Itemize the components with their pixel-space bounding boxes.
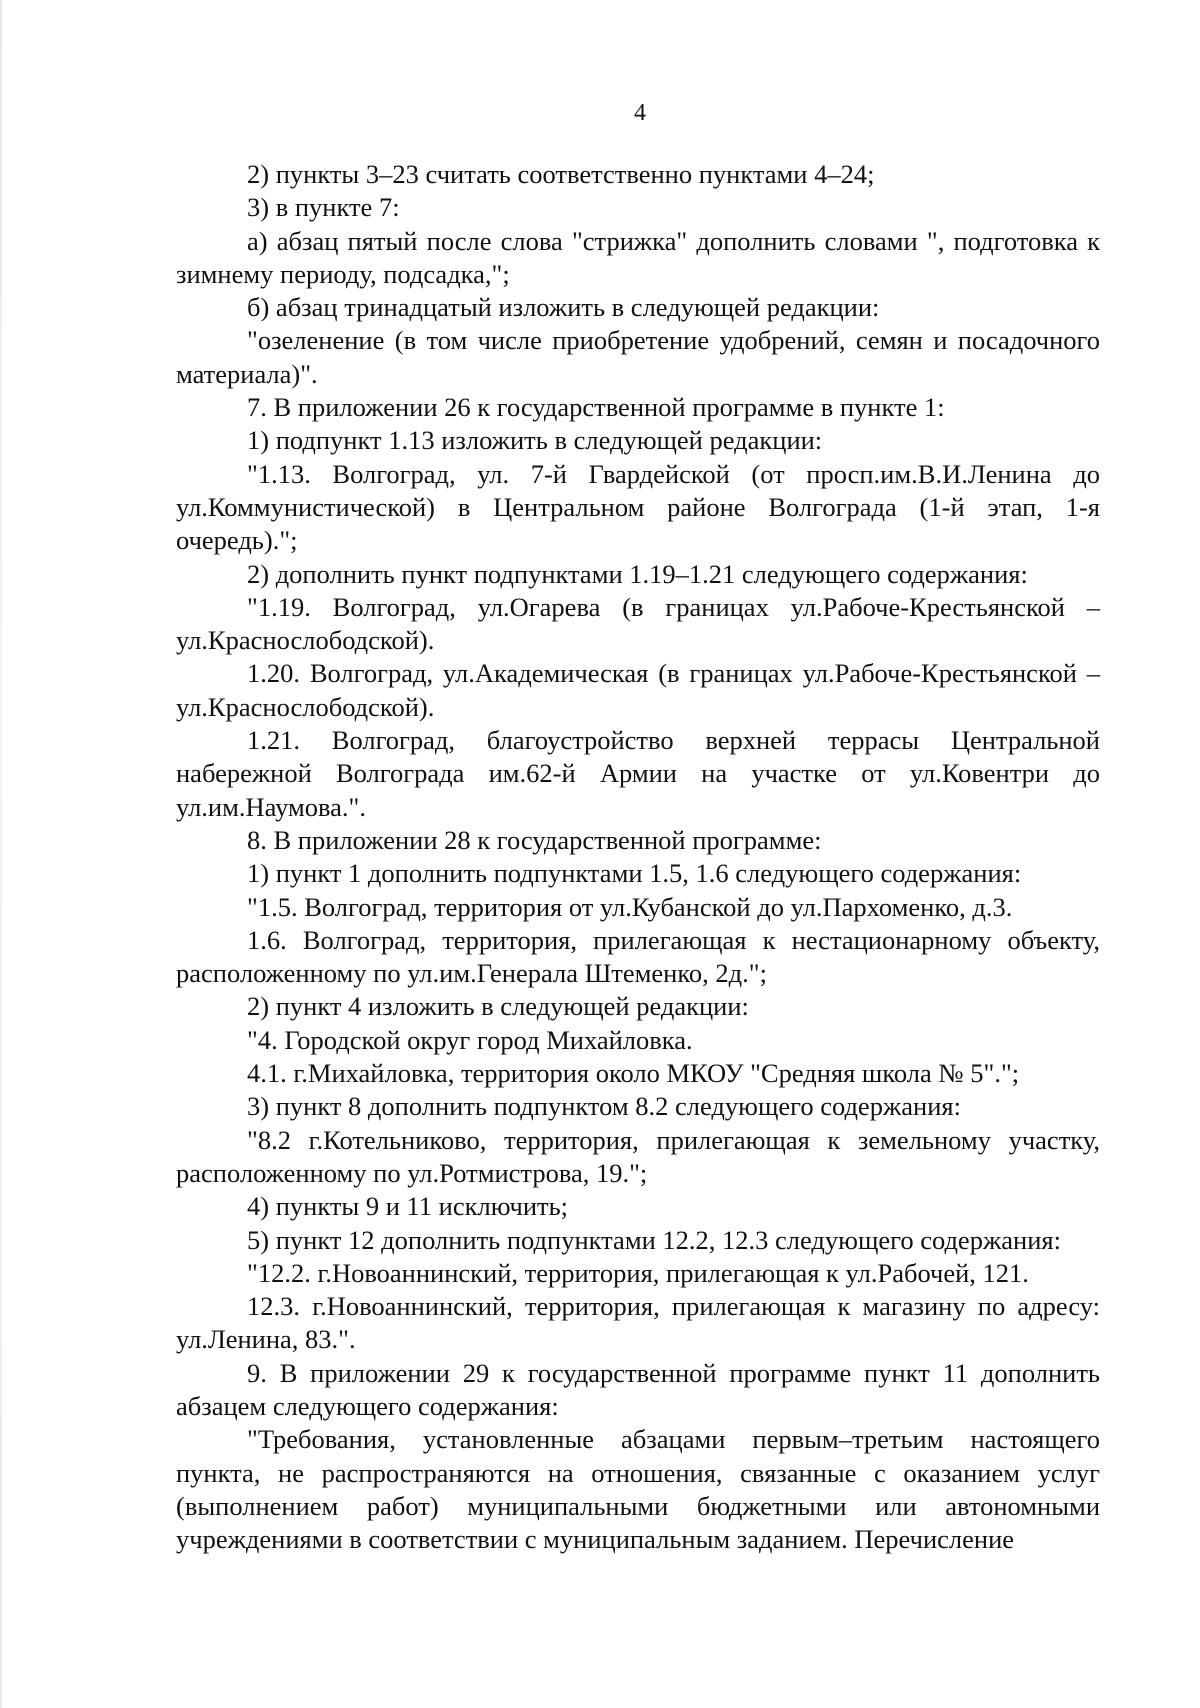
paragraph: 1.20. Волгоград, ул.Академическая (в границах ул.Рабоче-Крестьянской – ул.Краснослободской). bbox=[176, 658, 1100, 722]
paragraph: 1.6. Волгоград, территория, прилегающая к нестационарному объекту, расположенному по ул.им.Генерала Штеменко, 2д."; bbox=[176, 924, 1100, 989]
paragraph: 1) пункт 1 дополнить подпунктами 1.5, 1.6 следующего содержания: bbox=[247, 858, 1022, 889]
scan-edge bbox=[0, 0, 2, 1708]
document-body bbox=[176, 158, 1100, 1556]
paragraph: 4.1. г.Михайловка, территория около МКОУ "Средняя школа № 5"."; bbox=[247, 1058, 1020, 1089]
paragraph: 1) подпункт 1.13 изложить в следующей редакции: bbox=[247, 425, 823, 456]
paragraph: 9. В приложении 29 к государственной программе пункт 11 дополнить абзацем следующего содержания: bbox=[176, 1357, 1100, 1421]
paragraph: "1.13. Волгоград, ул. 7-й Гвардейской (от просп.им.В.И.Ленина до ул.Коммунистической) в Центральном районе Волгограда (1-й этап, 1-я очередь)."; bbox=[176, 458, 1100, 556]
paragraph: 4) пункты 9 и 11 исключить; bbox=[247, 1191, 569, 1222]
paragraph: "1.5. Волгоград, территория от ул.Кубанской до ул.Пархоменко, д.3. bbox=[247, 891, 1013, 922]
paragraph: 12.3. г.Новоаннинский, территория, прилегающая к магазину по адресу: ул.Ленина, 83.". bbox=[176, 1291, 1100, 1355]
paragraph: 8. В приложении 28 к государственной программе: bbox=[247, 824, 822, 855]
paragraph: "1.19. Волгоград, ул.Огарева (в границах ул.Рабоче-Крестьянской – ул.Краснослободской). bbox=[176, 591, 1100, 656]
paragraph: 2) пункты 3–23 считать соответственно пунктами 4–24; bbox=[247, 159, 875, 189]
paragraph: 2) пункт 4 изложить в следующей редакции: bbox=[247, 991, 749, 1022]
paragraph: "12.2. г.Новоаннинский, территория, прилегающая к ул.Рабочей, 121. bbox=[247, 1257, 1029, 1288]
page-number: 4 bbox=[634, 100, 646, 126]
paragraph: 3) в пункте 7: bbox=[247, 192, 400, 223]
paragraph: а) абзац пятый после слова "стрижка" дополнить словами ", подготовка к зимнему периоду, подсадка,"; bbox=[176, 225, 1100, 289]
paragraph: 2) дополнить пункт подпунктами 1.19–1.21 следующего содержания: bbox=[247, 558, 1028, 589]
paragraph: "8.2 г.Котельниково, территория, прилегающая к земельному участку, расположенному по ул.Ротмистрова, 19."; bbox=[176, 1124, 1100, 1188]
paragraph: 7. В приложении 26 к государственной программе в пункте 1: bbox=[247, 392, 945, 423]
paragraph: 5) пункт 12 дополнить подпунктами 12.2, 12.3 следующего содержания: bbox=[247, 1224, 1061, 1255]
paragraph: "4. Городской округ город Михайловка. bbox=[247, 1024, 693, 1055]
paragraph: 1.21. Волгоград, благоустройство верхней террасы Центральной набережной Волгограда им.62-й Армии на участке от ул.Ковентри до ул.им.Наумова.". bbox=[176, 725, 1100, 822]
paragraph: б) абзац тринадцатый изложить в следующей редакции: bbox=[247, 292, 880, 323]
paragraph: 3) пункт 8 дополнить подпунктом 8.2 следующего содержания: bbox=[247, 1091, 961, 1122]
paragraph: "Требования, установленные абзацами первым–третьим настоящего пункта, не распространяются на отношения, связанные с оказанием услуг (выполнением работ) муниципальными бюджетными или автономными учреждениями в соответствии с муниципальным заданием. Перечисление bbox=[176, 1424, 1100, 1555]
paragraph: "озеленение (в том числе приобретение удобрений, семян и посадочного материала)". bbox=[176, 325, 1100, 389]
